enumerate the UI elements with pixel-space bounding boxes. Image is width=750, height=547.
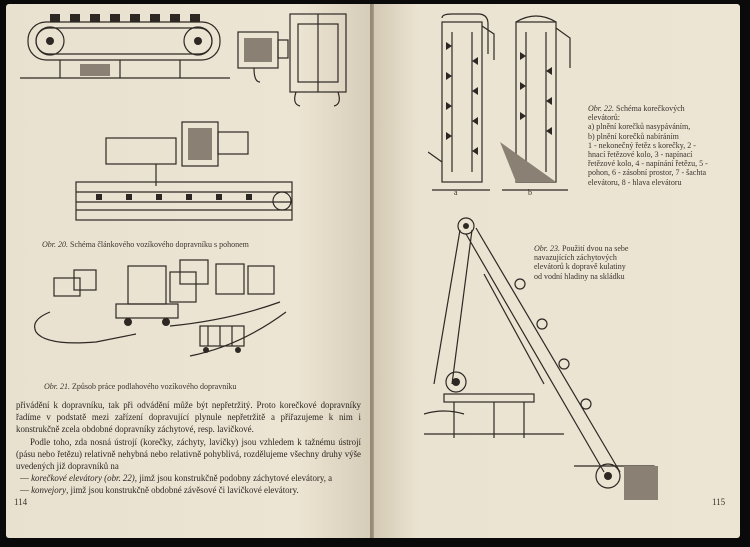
figure-23-label: Obr. 23. <box>534 244 561 253</box>
left-page <box>6 4 370 538</box>
figure-22-caption-line-3: b) plnění korečků nabíráním <box>588 131 679 141</box>
figure-22-sublabel-b: b <box>528 188 532 197</box>
figure-20-label: Obr. 20. <box>42 240 69 249</box>
figure-21-floor-trolley-conveyor <box>20 256 290 374</box>
page-number-right: 115 <box>712 497 726 507</box>
figure-22-label: Obr. 22. <box>588 104 615 113</box>
figure-20-drive-end-view <box>234 10 352 110</box>
figure-20-text: Schéma článkového vozíkového dopravníku s pohonem <box>70 240 249 249</box>
figure-23-caption <box>534 244 632 281</box>
body-paragraph-2: Podle toho, zda nosná ústrojí (korečky, záchyty, lavičky) jsou vzhledem k tažnému ústrojí (pásu nebo řetězu) relativně nehybná nebo relativně pohyblivá, rozdělujeme všechny druhy výše uvedených již dopravníků na <box>16 436 361 472</box>
list-item-2-term: konvejory <box>31 485 67 496</box>
body-list-item-2: — konvejory, jimž jsou konstrukčně obdobné závěsové či lavičkové elevátory. <box>20 485 299 496</box>
figure-20-caption <box>42 240 342 249</box>
body-text <box>16 399 361 497</box>
list-item-1-rest: , jimž jsou konstrukčně podobny záchytové elevátory, a <box>134 473 333 484</box>
figure-22-caption <box>588 104 710 187</box>
figure-21-caption <box>44 382 344 391</box>
figure-22-sublabel-a: a <box>454 188 458 197</box>
figure-20-plan-view <box>66 116 302 232</box>
body-list-item-1: — korečkové elevátory (obr. 22), jimž jsou konstrukčně podobny záchytové elevátory, a <box>20 473 333 484</box>
figure-22-caption-line-1: Schéma korečkových elevátorů: <box>588 104 685 123</box>
figure-22-caption-line-4: 1 - nekonečný řetěz s korečky, 2 - hnací řetězové kolo, 3 - napínací řetězové kolo, 4 - napínání řetězu, 5 - pohon, 6 - zásobní prostor, 7 - šachta elevátoru, 8 - hlava elevátoru <box>588 140 708 187</box>
figure-23-text: Použití dvou na sebe navazujících záchytových elevátorů k dopravě kulatiny od vodní hladiny na skládku <box>534 244 629 281</box>
page-number-left: 114 <box>14 497 28 507</box>
right-page <box>374 4 740 538</box>
list-item-1-term: korečkové elevátory (obr. 22) <box>31 473 135 484</box>
figure-20-conveyor-side-view <box>20 8 230 98</box>
figure-21-label: Obr. 21. <box>44 382 71 391</box>
figure-21-text: Způsob práce podlahového vozíkového dopravníku <box>72 382 237 391</box>
list-item-2-rest: , jimž jsou konstrukčně obdobné závěsové či lavičkové elevátory. <box>66 485 299 496</box>
figure-22-bucket-elevators <box>428 12 576 198</box>
body-paragraph-1: přivádění k dopravníku, tak při odvádění může být nepřetržitý. Proto korečkové dopravníky řadíme v podstatě mezi zařízení dopravující plynule nepřetržitě a přiřazujeme k nim i konstrukčně zcela obdobné dopravníky záchytové, resp. lavičkové. <box>16 400 361 435</box>
figure-22-caption-line-2: a) plnění korečků nasypáváním, <box>588 122 691 132</box>
